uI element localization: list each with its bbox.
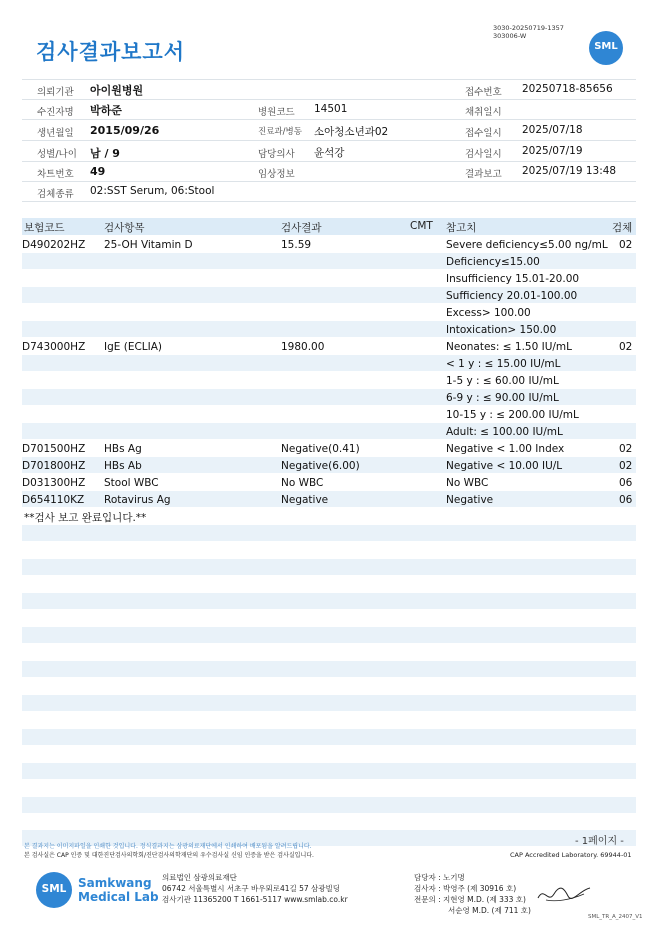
col-ref-header: 참고치 xyxy=(446,222,477,234)
cell-spec: 06 xyxy=(619,477,633,489)
staff-specialist-2: 서순영 M.D. (제 711 호) xyxy=(448,906,531,915)
sex-age-value: 남 / 9 xyxy=(90,147,120,160)
cell-item: IgE (ECLIA) xyxy=(104,341,163,353)
brand-name: Samkwang Medical Lab xyxy=(78,876,159,904)
table-stripe xyxy=(22,525,636,541)
collection-date-label: 채취일시 xyxy=(465,107,502,118)
tested-label: 검사일시 xyxy=(465,149,502,160)
chart-value: 49 xyxy=(90,165,106,178)
cell-ref: No WBC xyxy=(446,477,489,489)
receipt-no-label: 접수번호 xyxy=(465,87,502,98)
birth-value: 2015/09/26 xyxy=(90,124,160,137)
cell-ref: 1-5 y : ≤ 60.00 IU/mL xyxy=(446,375,559,387)
lab-address: 06742 서울특별시 서초구 바우뫼로41길 57 삼광빌딩 xyxy=(162,884,341,893)
lab-address-block xyxy=(162,872,348,905)
cell-ref: 10-15 y : ≤ 200.00 IU/mL xyxy=(446,409,579,421)
cell-ref: Intoxication> 150.00 xyxy=(446,324,557,336)
cell-ref: Negative < 1.00 Index xyxy=(446,443,565,455)
table-stripe xyxy=(22,627,636,643)
doctor-label: 담당의사 xyxy=(258,149,295,160)
hospital-code-value: 14501 xyxy=(314,103,348,115)
table-stripe xyxy=(22,797,636,813)
chart-label: 차트번호 xyxy=(37,169,74,180)
birth-label: 생년월일 xyxy=(37,128,74,139)
cell-code: D031300HZ xyxy=(22,477,86,489)
table-stripe xyxy=(22,559,636,575)
col-spec-header: 검체 xyxy=(612,222,633,234)
cell-spec: 02 xyxy=(619,460,633,472)
cell-item: HBs Ag xyxy=(104,443,142,455)
reported-value: 2025/07/19 13:48 xyxy=(522,165,617,177)
cell-result: No WBC xyxy=(281,477,324,489)
sml-footer-logo: SML xyxy=(36,872,72,908)
table-stripe xyxy=(22,661,636,677)
received-value: 2025/07/18 xyxy=(522,124,583,136)
patient-label: 수진자명 xyxy=(37,107,74,118)
cell-spec: 02 xyxy=(619,341,633,353)
cap-accreditation: CAP Accredited Laboratory. 69944-01 xyxy=(510,851,632,859)
col-code-header: 보험코드 xyxy=(24,222,65,234)
cell-spec: 02 xyxy=(619,443,633,455)
col-cmt-header: CMT xyxy=(410,220,433,232)
dept-value: 소아청소년과02 xyxy=(314,126,389,138)
cell-ref: Excess> 100.00 xyxy=(446,307,531,319)
table-stripe xyxy=(22,593,636,609)
table-stripe xyxy=(22,763,636,779)
cell-ref: Insufficiency 15.01-20.00 xyxy=(446,273,580,285)
accreditation-notice: 본 검사실은 CAP 인증 및 대한진단검사의학회/진단검사의학재단의 우수검사실 신임 인증을 받은 검사실입니다. xyxy=(24,852,314,859)
lab-contact: 검사기관 11365200 T 1661-5117 www.smlab.co.kr xyxy=(162,895,348,904)
cell-result: 15.59 xyxy=(281,239,312,251)
receipt-no-value: 20250718-85656 xyxy=(522,83,613,95)
page-number: - 1페이지 - xyxy=(575,836,624,847)
cell-spec: 06 xyxy=(619,494,633,506)
cell-item: Stool WBC xyxy=(104,477,159,489)
cell-ref: Deficiency≤15.00 xyxy=(446,256,540,268)
cell-item: HBs Ab xyxy=(104,460,142,472)
hospital-code-label: 병원코드 xyxy=(258,107,295,118)
staff-block xyxy=(414,872,531,916)
cell-result: Negative xyxy=(281,494,329,506)
cell-result: 1980.00 xyxy=(281,341,325,353)
staff-specialist: 전문의 : 지현영 M.D. (제 333 호) xyxy=(414,895,526,904)
cell-ref: Negative < 10.00 IU/L xyxy=(446,460,563,472)
cell-item: Rotavirus Ag xyxy=(104,494,171,506)
table-stripe xyxy=(22,253,636,269)
tested-value: 2025/07/19 xyxy=(522,145,583,157)
cell-code: D743000HZ xyxy=(22,341,86,353)
cell-ref: Adult: ≤ 100.00 IU/mL xyxy=(446,426,563,438)
cell-ref: Sufficiency 20.01-100.00 xyxy=(446,290,578,302)
sml-logo: SML xyxy=(589,31,623,65)
cell-ref: Neonates: ≤ 1.50 IU/mL xyxy=(446,341,572,353)
cell-code: D701500HZ xyxy=(22,443,86,455)
specimen-value: 02:SST Serum, 06:Stool xyxy=(90,185,215,197)
cell-result: Negative(0.41) xyxy=(281,443,360,455)
doctor-value: 윤석강 xyxy=(314,147,345,159)
sex-age-label: 성별/나이 xyxy=(37,149,77,160)
clinical-label: 임상정보 xyxy=(258,169,295,180)
cell-result: Negative(6.00) xyxy=(281,460,360,472)
table-stripe xyxy=(22,695,636,711)
signature-mark xyxy=(536,882,592,906)
col-item-header: 검사항목 xyxy=(104,222,145,234)
foundation-name: 의료법인 삼광의료재단 xyxy=(162,873,237,882)
cell-ref: Negative xyxy=(446,494,494,506)
institution-label: 의뢰기관 xyxy=(37,87,74,98)
specimen-label: 검체종류 xyxy=(37,189,74,200)
report-code: 3030-20250719-1357 303006-W xyxy=(493,24,564,40)
cell-item: 25-OH Vitamin D xyxy=(104,239,193,251)
cell-code: D490202HZ xyxy=(22,239,86,251)
report-title: 검사결과보고서 xyxy=(36,40,186,64)
cell-ref: < 1 y : ≤ 15.00 IU/mL xyxy=(446,358,561,370)
end-note: **검사 보고 완료입니다.** xyxy=(24,512,147,524)
received-label: 접수일시 xyxy=(465,128,502,139)
staff-manager: 담당자 : 노기명 xyxy=(414,873,465,882)
cell-code: D701800HZ xyxy=(22,460,86,472)
cell-ref: Severe deficiency≤5.00 ng/mL xyxy=(446,239,608,251)
print-notice: 본 결과지는 이미지파일을 인쇄한 것입니다. 정식결과지는 삼광의료재단에서 인쇄하여 배포됨을 알려드립니다. xyxy=(24,843,312,850)
reported-label: 결과보고 xyxy=(465,169,502,180)
col-result-header: 검사결과 xyxy=(281,222,322,234)
form-code: SML_TR_A_2407_V1 xyxy=(588,914,643,920)
staff-tester: 검사자 : 박영주 (제 30916 호) xyxy=(414,884,517,893)
patient-value: 박하준 xyxy=(90,104,122,117)
dept-label: 진료과/병동 xyxy=(258,127,302,137)
institution-value: 아이원병원 xyxy=(90,84,144,97)
cell-spec: 02 xyxy=(619,239,633,251)
table-stripe xyxy=(22,729,636,745)
cell-code: D654110KZ xyxy=(22,494,85,506)
cell-ref: 6-9 y : ≤ 90.00 IU/mL xyxy=(446,392,559,404)
